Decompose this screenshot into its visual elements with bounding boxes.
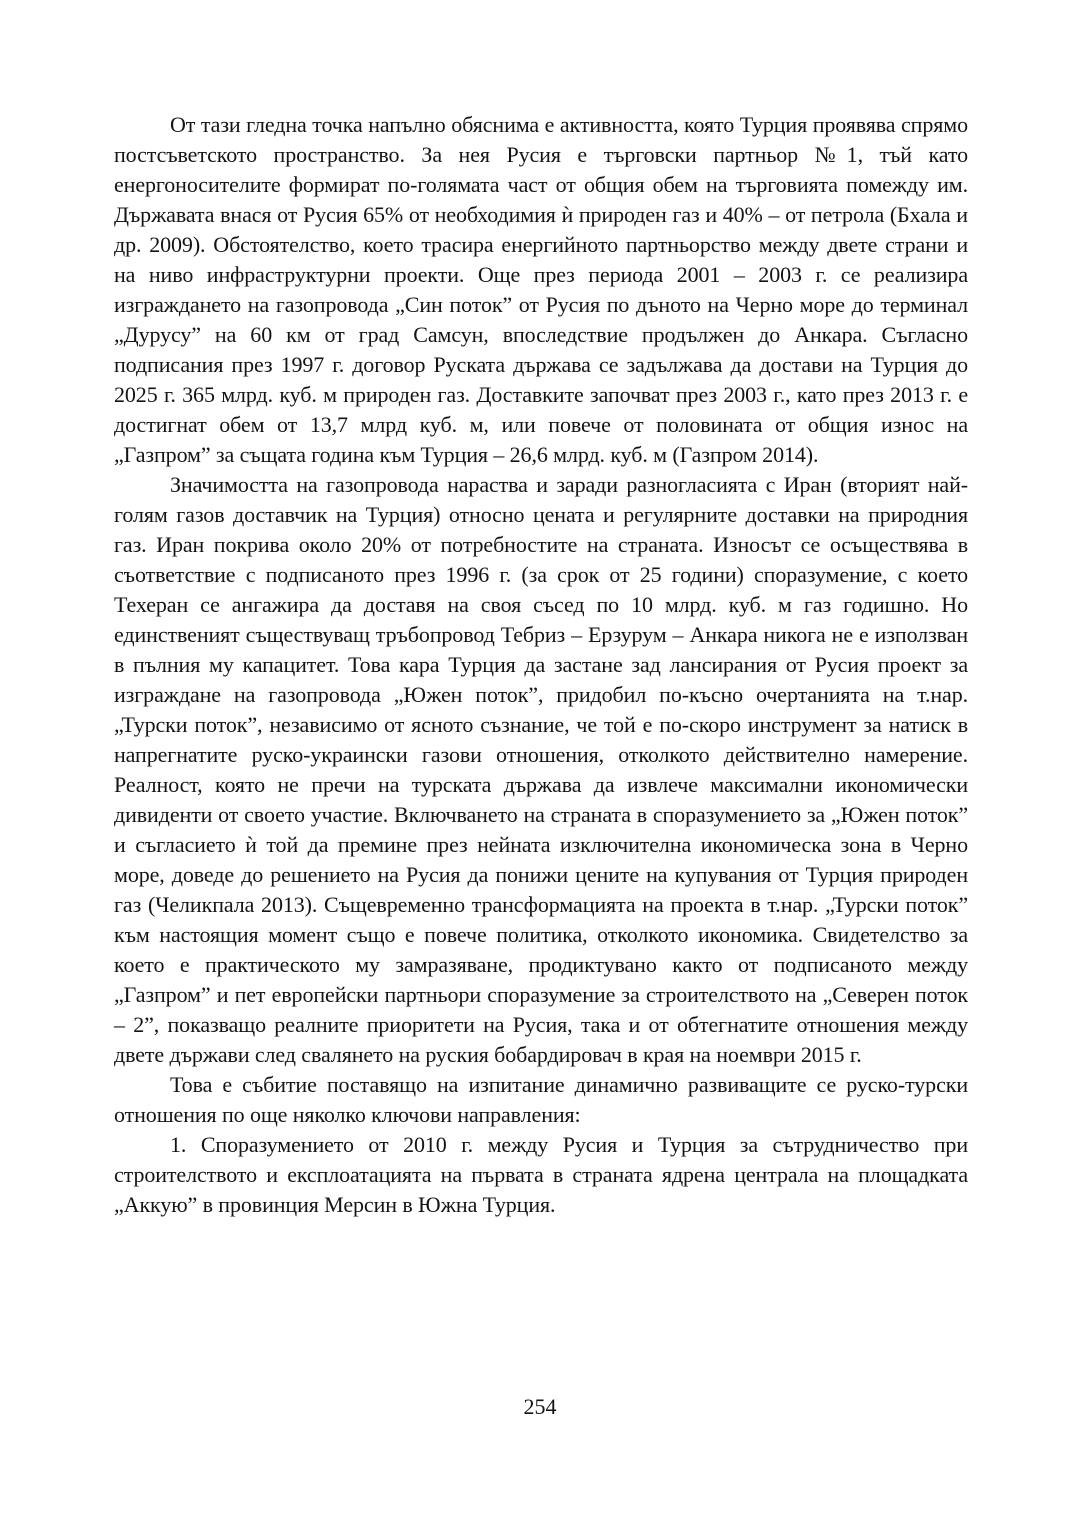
paragraph-4: 1. Споразумението от 2010 г. между Русия и Турция за сътрудничество при строителството и експлоатацията на първата в страната ядрена централа на площадката „Аккую” в провинция Мерсин в Южна Турция. bbox=[114, 1132, 968, 1217]
paragraph-1: От тази гледна точка напълно обяснима е активността, която Турция проявява спрямо постсъветското пространство. За нея Русия е търговски партньор №1, тъй като енергоносителите формират по-голямата част от общия обем на търговията помежду им. Държавата внася от Русия 65% от необходимия ѝ природен газ и 40% – от петрола (Бхала и др. 2009). Обстоятелство, което трасира енергийното партньорство между двете страни и на ниво инфраструктурни проекти. Още през периода 2001 – 2003 г. се реализира изграждането на газопровода „Син поток” от Русия по дъното на Черно море до терминал „Дурусу” на 60 км от град Самсун, впоследствие продължен до Анкара. Съгласно подписания през 1997 г. договор Руската държава се задължава да достави на Турция до 2025 г. 365 млрд. куб. м природен газ. Доставките започват през 2003 г., като през 2013 г. е достигнат обем от 13,7 млрд куб. м, или повече от половината от общия износ на „Газпром” за същата година към Турция – 26,6 млрд. куб. м (Газпром 2014). bbox=[114, 112, 968, 467]
paragraph-3: Това е събитие поставящо на изпитание динамично развиващите се руско-турски отношения по още няколко ключови направления: bbox=[114, 1072, 968, 1127]
paragraph-2: Значимостта на газопровода нараства и заради разногласията с Иран (вторият най-голям газов доставчик на Турция) относно цената и регулярните доставки на природния газ. Иран покрива около 20% от потребностите на страната. Износът се осъществява в съответствие с подписаното през 1996 г. (за срок от 25 години) споразумение, с което Техеран се ангажира да доставя на своя съсед по 10 млрд. куб. м газ годишно. Но единственият съществуващ тръбопровод Тебриз – Ерзурум – Анкара никога не е използван в пълния му капацитет. Това кара Турция да застане зад лансирания от Русия проект за изграждане на газопровода „Южен поток”, придобил по-късно очертанията на т.нар. „Турски поток”, независимо от ясното съзнание, че той е по-скоро инструмент за натиск в напрегнатите руско-украински газови отношения, отколкото действително намерение. Реалност, която не пречи на турската държава да извлече максимални икономически дивиденти от своето участие. Включването на страната в споразумението за „Южен поток” и съгласието ѝ той да премине през нейната изключителна икономическа зона в Черно море, доведе до решението на Русия да понижи цените на купувания от Турция природен газ (Челикпала 2013). Същевременно трансформацията на проекта в т.нар. „Турски поток” към настоящия момент също е повече политика, отколкото икономика. Свидетелство за което е практическото му замразяване, продиктувано както от подписаното между „Газпром” и пет европейски партньори споразумение за строителството на „Северен поток – 2”, показващо реалните приоритети на Русия, така и от обтегнатите отношения между двете държави след свалянето на руския бобардировач в края на ноември 2015 г. bbox=[114, 472, 968, 1067]
body-text bbox=[114, 110, 968, 1220]
page-number: 254 bbox=[523, 1394, 557, 1419]
